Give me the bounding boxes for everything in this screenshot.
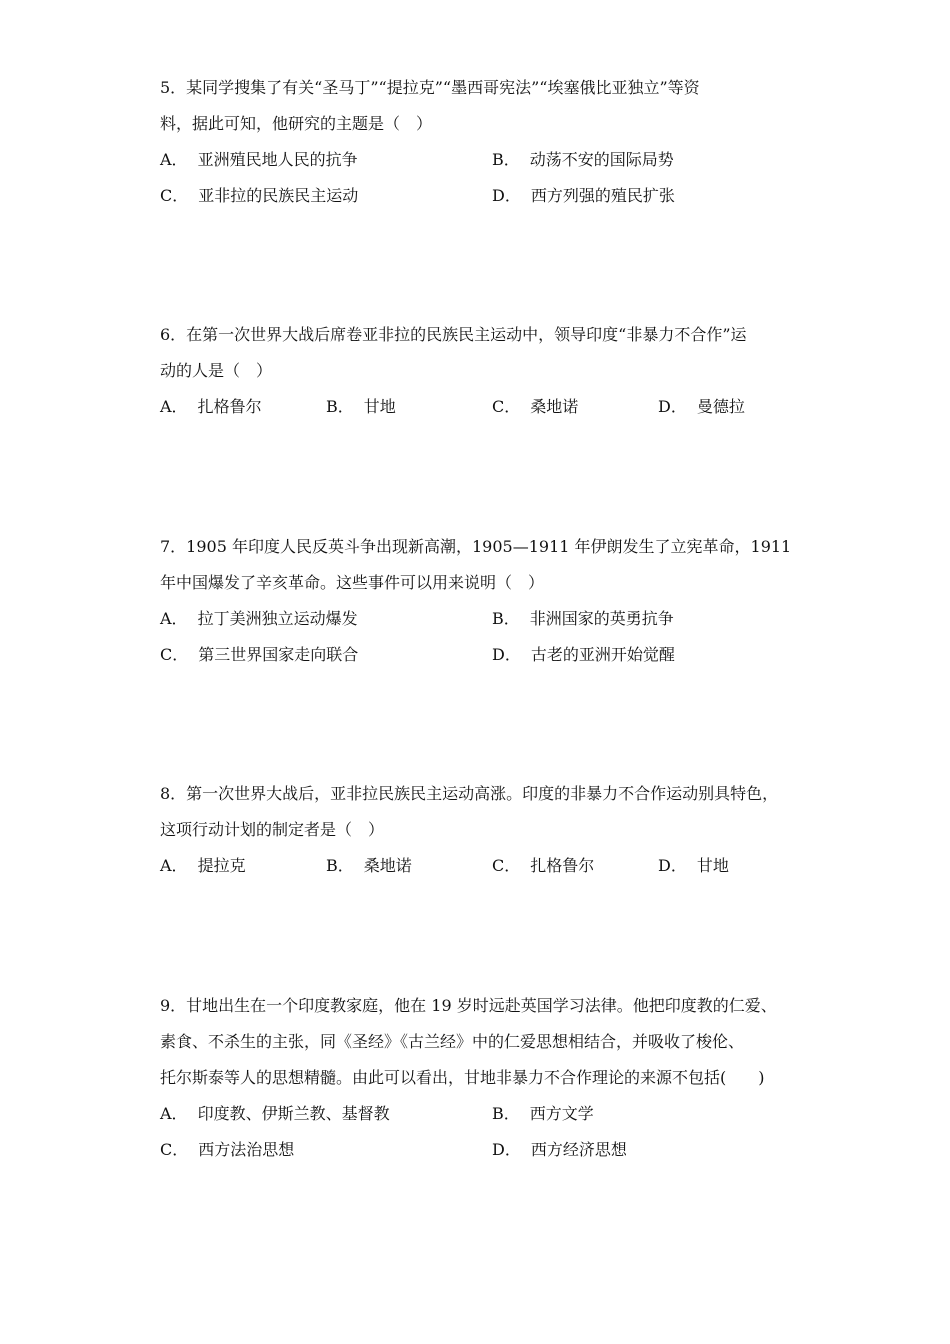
- option-text: 扎格鲁尔: [197, 397, 262, 416]
- question-9: [160, 988, 800, 1168]
- option-text: 西方经济思想: [530, 1140, 627, 1159]
- question-stem-line: 这项行动计划的制定者是（ ）: [160, 820, 385, 839]
- option-letter: C．: [160, 186, 189, 205]
- option-a[interactable]: [160, 848, 246, 884]
- question-stem-line: 年中国爆发了辛亥革命。这些事件可以用来说明（ ）: [160, 573, 545, 592]
- question-6: [160, 317, 800, 425]
- option-a[interactable]: [160, 389, 262, 425]
- option-c[interactable]: [160, 178, 358, 214]
- option-c[interactable]: [160, 637, 358, 673]
- option-text: 古老的亚洲开始觉醒: [530, 645, 675, 664]
- option-letter: A．: [160, 856, 188, 875]
- option-letter: D．: [492, 645, 521, 664]
- option-d[interactable]: [492, 178, 675, 214]
- option-text: 西方列强的殖民扩张: [530, 186, 675, 205]
- option-text: 桑地诺: [363, 856, 412, 875]
- option-text: 桑地诺: [530, 397, 579, 416]
- option-text: 甘地: [696, 856, 729, 875]
- option-letter: D．: [492, 1140, 521, 1159]
- options-row: [160, 637, 800, 673]
- option-d[interactable]: [492, 637, 675, 673]
- options-row: [160, 1096, 800, 1132]
- option-letter: B．: [492, 609, 520, 628]
- question-5: [160, 70, 800, 214]
- question-8: [160, 776, 800, 884]
- option-d[interactable]: [658, 389, 745, 425]
- option-c[interactable]: [492, 848, 594, 884]
- option-text: 曼德拉: [696, 397, 745, 416]
- option-letter: B．: [492, 150, 520, 169]
- option-b[interactable]: [492, 1096, 594, 1132]
- question-stem-line: 8．第一次世界大战后，亚非拉民族民主运动高涨。印度的非暴力不合作运动别具特色，: [160, 784, 779, 803]
- option-letter: C．: [492, 856, 521, 875]
- option-b[interactable]: [326, 848, 412, 884]
- option-text: 西方法治思想: [198, 1140, 295, 1159]
- option-text: 亚洲殖民地人民的抗争: [197, 150, 358, 169]
- options-row: [160, 1132, 800, 1168]
- option-text: 印度教、伊斯兰教、基督教: [197, 1104, 390, 1123]
- option-text: 西方文学: [529, 1104, 594, 1123]
- question-stem-line: 7．1905 年印度人民反英斗争出现新高潮，1905—1911 年伊朗发生了立宪革命，1911: [160, 537, 792, 556]
- question-stem-line: 5．某同学搜集了有关“圣马丁”“提拉克”“墨西哥宪法”“埃塞俄比亚独立”等资: [160, 78, 700, 97]
- option-text: 第三世界国家走向联合: [198, 645, 359, 664]
- question-stem-line: 9．甘地出生在一个印度教家庭，他在 19 岁时远赴英国学习法律。他把印度教的仁爱、: [160, 996, 777, 1015]
- option-letter: C．: [160, 1140, 189, 1159]
- option-b[interactable]: [326, 389, 396, 425]
- option-letter: D．: [492, 186, 521, 205]
- option-text: 亚非拉的民族民主运动: [198, 186, 359, 205]
- option-d[interactable]: [658, 848, 729, 884]
- option-c[interactable]: [160, 1132, 294, 1168]
- question-7: [160, 529, 800, 673]
- option-a[interactable]: [160, 1096, 390, 1132]
- options-row: [160, 389, 800, 425]
- options-row: [160, 142, 800, 178]
- option-text: 拉丁美洲独立运动爆发: [197, 609, 358, 628]
- option-letter: D．: [658, 397, 687, 416]
- option-text: 扎格鲁尔: [530, 856, 595, 875]
- options-row: [160, 178, 800, 214]
- option-text: 甘地: [363, 397, 396, 416]
- option-b[interactable]: [492, 601, 674, 637]
- option-letter: B．: [326, 397, 354, 416]
- option-letter: A．: [160, 150, 188, 169]
- option-letter: B．: [326, 856, 354, 875]
- options-row: [160, 848, 800, 884]
- options-row: [160, 601, 800, 637]
- option-letter: A．: [160, 1104, 188, 1123]
- option-text: 提拉克: [197, 856, 246, 875]
- question-stem-line: 托尔斯泰等人的思想精髓。由此可以看出，甘地非暴力不合作理论的来源不包括( ): [160, 1068, 765, 1087]
- option-letter: D．: [658, 856, 687, 875]
- question-stem-line: 动的人是（ ）: [160, 361, 273, 380]
- option-b[interactable]: [492, 142, 674, 178]
- option-letter: C．: [160, 645, 189, 664]
- question-stem-line: 6．在第一次世界大战后席卷亚非拉的民族民主运动中，领导印度“非暴力不合作”运: [160, 325, 747, 344]
- option-text: 动荡不安的国际局势: [529, 150, 674, 169]
- question-stem-line: 素食、不杀生的主张，同《圣经》《古兰经》中的仁爱思想相结合，并吸收了梭伦、: [160, 1032, 745, 1051]
- option-c[interactable]: [492, 389, 578, 425]
- question-stem-line: 料，据此可知，他研究的主题是（ ）: [160, 114, 433, 133]
- option-letter: A．: [160, 397, 188, 416]
- option-letter: C．: [492, 397, 521, 416]
- option-d[interactable]: [492, 1132, 627, 1168]
- option-text: 非洲国家的英勇抗争: [529, 609, 674, 628]
- option-letter: B．: [492, 1104, 520, 1123]
- option-letter: A．: [160, 609, 188, 628]
- option-a[interactable]: [160, 601, 358, 637]
- option-a[interactable]: [160, 142, 358, 178]
